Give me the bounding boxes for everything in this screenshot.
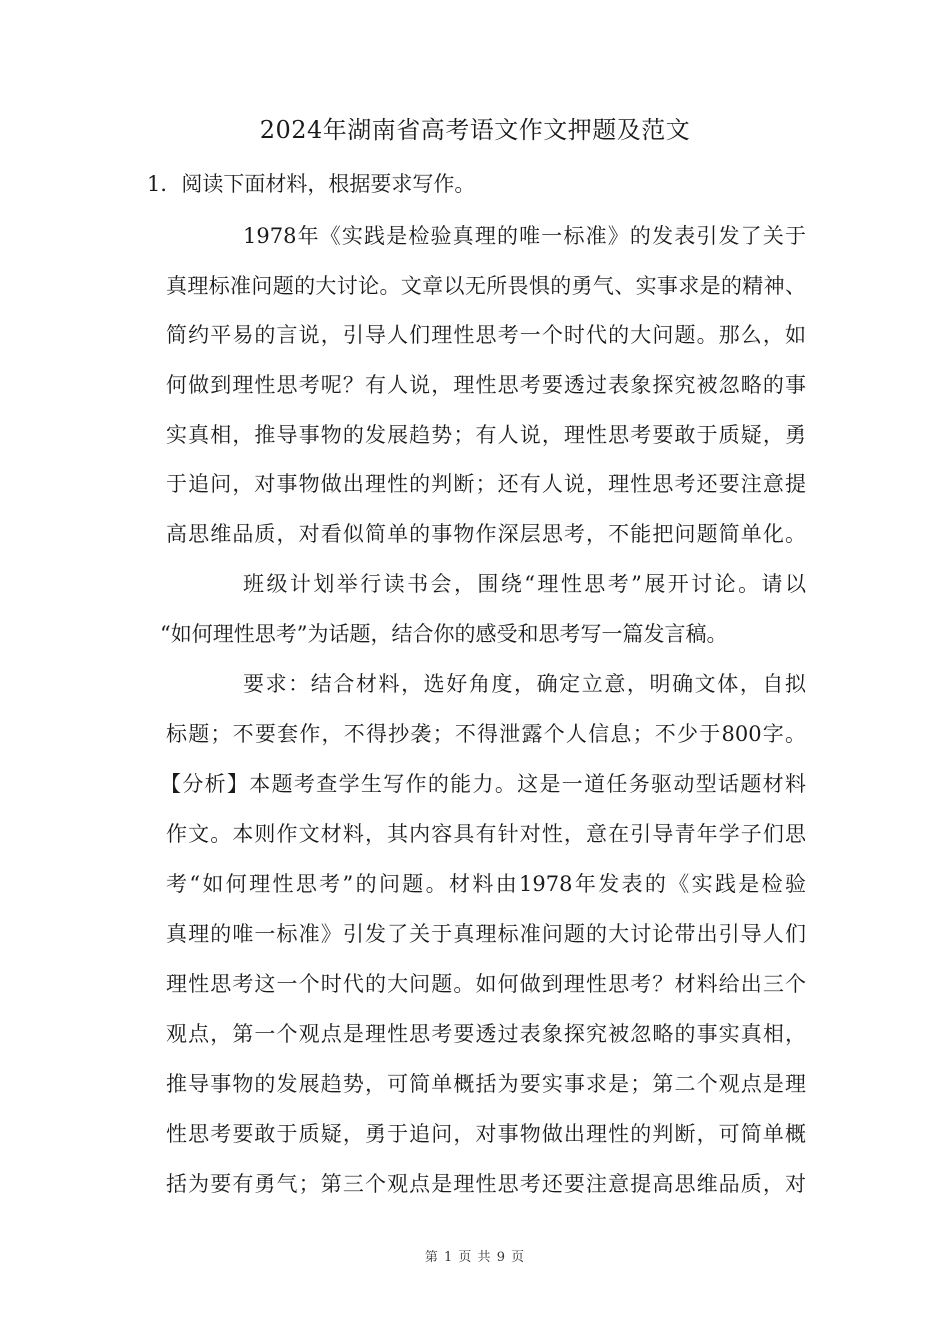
task-line: 班级计划举行读书会，围绕“理性思考”展开讨论。请以 [243, 572, 806, 596]
analysis-line: 【分析】本题考查学生写作的能力。这是一道任务驱动型话题材料 [160, 772, 806, 796]
page-title: 2024年湖南省高考语文作文押题及范文 [259, 116, 691, 144]
requirements-line: 要求：结合材料，选好角度，确定立意，明确文体，自拟 [243, 672, 806, 696]
material-line: 真理标准问题的大讨论。文章以无所畏惧的勇气、实事求是的精神、 [166, 274, 806, 298]
requirements-line: 标题；不要套作，不得抄袭；不得泄露个人信息；不少于800字。 [166, 722, 806, 746]
material-line: 何做到理性思考呢？有人说，理性思考要透过表象探究被忽略的事 [166, 373, 806, 397]
material-line: 于追问，对事物做出理性的判断；还有人说，理性思考还要注意提 [166, 472, 806, 496]
analysis-line: 考“如何理性思考”的问题。材料由1978年发表的《实践是检验 [166, 872, 806, 896]
analysis-line: 真理的唯一标准》引发了关于真理标准问题的大讨论带出引导人们 [166, 922, 806, 946]
task-line: “如何理性思考”为话题，结合你的感受和思考写一篇发言稿。 [160, 622, 728, 646]
analysis-line: 推导事物的发展趋势，可简单概括为要实事求是；第二个观点是理 [166, 1072, 806, 1096]
analysis-line: 作文。本则作文材料，其内容具有针对性，意在引导青年学子们思 [166, 822, 806, 846]
material-line: 高思维品质，对看似简单的事物作深层思考，不能把问题简单化。 [166, 522, 806, 546]
question-heading: 1．阅读下面材料，根据要求写作。 [147, 172, 476, 196]
material-line: 1978年《实践是检验真理的唯一标准》的发表引发了关于 [243, 224, 806, 248]
material-line: 实真相，推导事物的发展趋势；有人说，理性思考要敢于质疑，勇 [166, 423, 806, 447]
analysis-line: 性思考要敢于质疑，勇于追问，对事物做出理性的判断，可简单概 [166, 1122, 806, 1146]
analysis-line: 观点，第一个观点是理性思考要透过表象探究被忽略的事实真相， [166, 1022, 806, 1046]
analysis-line: 理性思考这一个时代的大问题。如何做到理性思考？材料给出三个 [166, 972, 806, 996]
material-line: 简约平易的言说，引导人们理性思考一个时代的大问题。那么，如 [166, 323, 806, 347]
analysis-line: 括为要有勇气；第三个观点是理性思考还要注意提高思维品质，对 [166, 1172, 806, 1196]
page-footer: 第 1 页 共 9 页 [424, 1250, 526, 1265]
